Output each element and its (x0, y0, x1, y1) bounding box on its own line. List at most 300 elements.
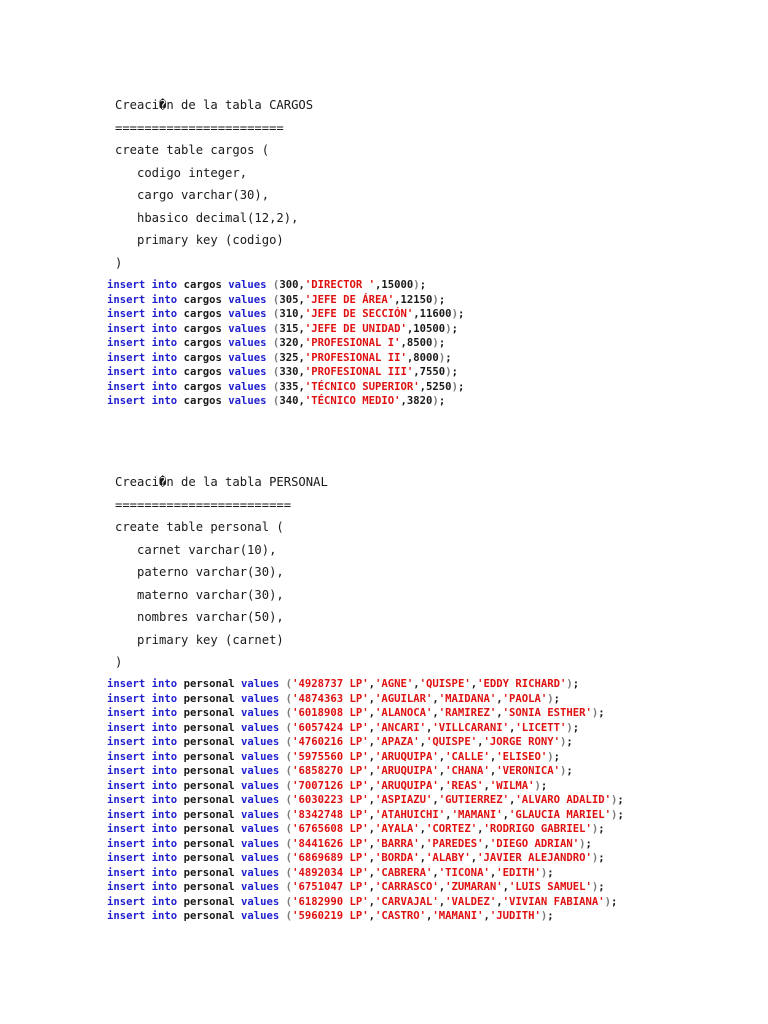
keyword-values: values (241, 808, 280, 821)
nombres-string: 'JUDITH' (489, 910, 541, 922)
keyword-values: values (241, 823, 280, 835)
keyword-into: into (151, 395, 178, 407)
comma: , (483, 837, 490, 850)
comma: , (508, 794, 516, 806)
comma: , (368, 750, 375, 763)
keyword-insert: insert (107, 366, 146, 378)
comma: , (470, 852, 478, 864)
semicolon: ; (611, 895, 618, 908)
open-paren: ( (285, 721, 293, 734)
personal-insert-row (107, 706, 624, 721)
personal-insert-row (107, 721, 624, 736)
open-paren: ( (285, 794, 293, 806)
hbasico-value: 3820 (406, 395, 433, 407)
table-name: personal (183, 895, 235, 908)
semicolon: ; (566, 736, 573, 748)
table-name: personal (183, 910, 235, 922)
table-name: personal (183, 779, 235, 792)
table-name: cargos (183, 395, 222, 407)
comma: , (368, 866, 375, 879)
carnet-string: '6182990 LP' (292, 895, 369, 908)
close-paren: ) (547, 750, 554, 763)
close-paren: ) (432, 337, 439, 349)
open-paren: ( (285, 866, 293, 879)
semicolon: ; (553, 750, 561, 763)
close-paren: ) (534, 779, 541, 792)
nombres-string: 'WILMA' (489, 779, 535, 792)
cargo-string: 'TÉCNICO SUPERIOR' (304, 380, 420, 393)
hbasico-value: 10500 (413, 322, 446, 335)
cargos-column-def: cargo varchar(30), (137, 188, 270, 202)
comma: , (368, 837, 375, 850)
comma: , (496, 707, 503, 719)
comma: , (368, 852, 375, 864)
table-name: cargos (183, 308, 222, 320)
comma: , (477, 823, 484, 835)
keyword-into: into (151, 308, 178, 320)
table-name: personal (183, 852, 235, 864)
personal-insert-row (107, 895, 624, 910)
materno-string: 'QUISPE' (419, 678, 471, 690)
comma: , (419, 837, 427, 850)
comma: , (298, 351, 305, 364)
comma: , (400, 337, 407, 349)
paterno-string: 'BARRA' (375, 837, 420, 850)
paterno-string: 'ARUQUIPA' (375, 750, 439, 763)
personal-primary-key: primary key (carnet) (137, 632, 284, 647)
materno-string: 'VALDEZ' (445, 895, 497, 908)
nombres-string: 'VIVIAN FABIANA' (502, 895, 605, 908)
nombres-string: 'EDITH' (496, 866, 541, 879)
semicolon: ; (572, 678, 580, 690)
keyword-into: into (151, 380, 178, 393)
personal-insert-row (107, 837, 624, 852)
comma: , (298, 322, 305, 335)
personal-insert-row (107, 750, 624, 765)
close-paren: ) (591, 823, 599, 835)
carnet-string: '8441626 LP' (292, 837, 369, 850)
cargos-close-paren: ) (115, 255, 123, 270)
paterno-string: 'ASPIAZU' (375, 794, 433, 806)
close-paren: ) (451, 380, 458, 393)
comma: , (438, 750, 446, 763)
open-paren: ( (272, 395, 280, 407)
table-name: personal (183, 823, 235, 835)
materno-string: 'CHANA' (445, 765, 490, 777)
personal-column-def: nombres varchar(50), (137, 610, 284, 624)
semicolon: ; (451, 366, 458, 378)
open-paren: ( (285, 692, 293, 705)
cargos-primary-key: primary key (codigo) (137, 233, 284, 247)
personal-insert-row (107, 808, 624, 823)
carnet-string: '4928737 LP' (292, 678, 369, 690)
personal-insert-row (107, 677, 624, 692)
personal-insert-row (107, 764, 624, 779)
materno-string: 'MAMANI' (451, 808, 503, 821)
keyword-values: values (241, 779, 280, 792)
cargos-create-line: create table cargos ( (115, 143, 270, 157)
comma: , (298, 337, 305, 349)
keyword-values: values (241, 837, 280, 850)
keyword-values: values (241, 881, 280, 893)
semicolon: ; (572, 721, 580, 734)
table-name: cargos (183, 351, 222, 364)
nombres-string: 'PAOLA' (502, 692, 548, 705)
comma: , (502, 808, 509, 821)
hbasico-value: 5250 (426, 380, 452, 393)
close-paren: ) (579, 837, 586, 850)
codigo-value: 310 (279, 308, 299, 320)
nombres-string: 'SONIA ESTHER' (502, 707, 592, 719)
keyword-values: values (228, 395, 267, 407)
personal-insert-row (107, 822, 624, 837)
cargos-heading: Creaci�n de la tabla CARGOS (115, 98, 314, 112)
keyword-into: into (151, 721, 178, 734)
semicolon: ; (553, 692, 561, 705)
open-paren: ( (285, 910, 293, 922)
comma: , (489, 866, 497, 879)
comma: , (406, 322, 414, 335)
table-name: personal (183, 750, 235, 763)
keyword-values: values (228, 351, 267, 364)
materno-string: 'CORTEZ' (426, 823, 478, 835)
open-paren: ( (285, 823, 293, 835)
paterno-string: 'CASTRO' (375, 910, 427, 922)
keyword-values: values (228, 279, 267, 291)
keyword-into: into (151, 750, 178, 763)
cargos-insert-block (107, 278, 464, 409)
keyword-into: into (151, 910, 178, 922)
carnet-string: '6858270 LP' (292, 765, 369, 777)
comma: , (368, 721, 375, 734)
open-paren: ( (285, 895, 293, 908)
table-name: cargos (183, 366, 222, 378)
table-name: cargos (183, 380, 222, 393)
open-paren: ( (285, 750, 293, 763)
nombres-string: 'JAVIER ALEJANDRO' (477, 852, 592, 864)
paterno-string: 'CARVAJAL' (375, 895, 439, 908)
keyword-values: values (228, 308, 267, 320)
comma: , (298, 279, 305, 291)
comma: , (368, 765, 375, 777)
close-paren: ) (611, 808, 618, 821)
keyword-values: values (241, 765, 280, 777)
carnet-string: '4874363 LP' (292, 692, 369, 705)
materno-string: 'RAMIREZ' (438, 707, 497, 719)
carnet-string: '6751047 LP' (292, 881, 369, 893)
close-paren: ) (591, 881, 599, 893)
keyword-into: into (151, 866, 178, 879)
keyword-into: into (151, 881, 178, 893)
comma: , (508, 721, 516, 734)
keyword-into: into (151, 779, 178, 792)
keyword-into: into (151, 837, 178, 850)
open-paren: ( (272, 279, 280, 291)
keyword-values: values (228, 380, 267, 393)
codigo-value: 320 (279, 337, 299, 349)
semicolon: ; (598, 852, 605, 864)
keyword-values: values (241, 852, 280, 864)
table-name: cargos (183, 279, 222, 291)
keyword-values: values (241, 750, 280, 763)
codigo-value: 340 (279, 395, 299, 407)
nombres-string: 'ALVARO ADALID' (515, 794, 612, 806)
keyword-into: into (151, 808, 178, 821)
close-paren: ) (547, 692, 554, 705)
keyword-insert: insert (107, 279, 146, 291)
table-name: personal (183, 794, 235, 806)
materno-string: 'MAMANI' (432, 910, 484, 922)
materno-string: 'PAREDES' (426, 837, 484, 850)
table-name: personal (183, 707, 235, 719)
carnet-string: '6869689 LP' (292, 852, 369, 864)
close-paren: ) (591, 852, 599, 864)
comma: , (394, 293, 401, 306)
keyword-insert: insert (107, 308, 146, 320)
comma: , (477, 736, 484, 748)
comma: , (445, 808, 452, 821)
keyword-insert: insert (107, 395, 146, 407)
personal-insert-row (107, 880, 624, 895)
cargos-insert-row (107, 351, 464, 366)
paterno-string: 'ARUQUIPA' (375, 779, 439, 792)
personal-insert-row (107, 793, 624, 808)
cargos-insert-row (107, 278, 464, 293)
keyword-into: into (151, 337, 178, 349)
keyword-into: into (151, 279, 178, 291)
nombres-string: 'DIEGO ADRIAN' (489, 837, 580, 850)
personal-column-def: carnet varchar(10), (137, 542, 277, 557)
paterno-string: 'ARUQUIPA' (375, 765, 439, 777)
paterno-string: 'CABRERA' (375, 866, 433, 879)
comma: , (368, 678, 375, 690)
close-paren: ) (566, 721, 573, 734)
open-paren: ( (272, 322, 280, 335)
comma: , (419, 380, 427, 393)
nombres-string: 'VERONICA' (496, 765, 560, 777)
close-paren: ) (560, 765, 567, 777)
semicolon: ; (419, 279, 427, 291)
comma: , (406, 351, 414, 364)
materno-string: 'ALABY' (426, 852, 471, 864)
table-name: cargos (183, 337, 222, 349)
personal-create-block (115, 471, 328, 674)
nombres-string: 'EDDY RICHARD' (477, 678, 567, 690)
hbasico-value: 8000 (413, 351, 439, 364)
comma: , (496, 692, 503, 705)
open-paren: ( (285, 779, 293, 792)
semicolon: ; (438, 395, 446, 407)
keyword-insert: insert (107, 293, 146, 306)
open-paren: ( (285, 707, 293, 719)
cargos-insert-row (107, 365, 464, 380)
comma: , (368, 895, 375, 908)
table-name: personal (183, 808, 235, 821)
semicolon: ; (617, 794, 624, 806)
paterno-string: 'ATAHUICHI' (375, 808, 446, 821)
paterno-string: 'CARRASCO' (375, 881, 439, 893)
close-paren: ) (540, 866, 548, 879)
keyword-values: values (228, 366, 267, 378)
keyword-into: into (151, 322, 178, 335)
comma: , (502, 881, 509, 893)
paterno-string: 'BORDA' (375, 852, 420, 864)
comma: , (438, 779, 446, 792)
keyword-insert: insert (107, 852, 146, 864)
semicolon: ; (438, 337, 446, 349)
personal-heading: Creaci�n de la tabla PERSONAL (115, 475, 328, 489)
comma: , (298, 293, 305, 306)
nombres-string: 'GLAUCIA MARIEL' (508, 808, 612, 821)
open-paren: ( (272, 293, 280, 306)
semicolon: ; (566, 765, 573, 777)
keyword-values: values (241, 678, 280, 690)
comma: , (368, 707, 375, 719)
comma: , (489, 750, 497, 763)
comma: , (432, 692, 439, 705)
keyword-insert: insert (107, 351, 146, 364)
keyword-into: into (151, 293, 178, 306)
cargos-insert-row (107, 380, 464, 395)
materno-string: 'ZUMARAN' (445, 881, 503, 893)
keyword-insert: insert (107, 794, 146, 806)
materno-string: 'GUTIERREZ' (438, 794, 509, 806)
materno-string: 'CALLE' (445, 750, 490, 763)
keyword-into: into (151, 707, 178, 719)
codigo-value: 330 (279, 366, 299, 378)
nombres-string: 'LICETT' (515, 721, 567, 734)
personal-insert-row (107, 851, 624, 866)
keyword-values: values (228, 337, 267, 349)
comma: , (413, 366, 420, 378)
comma: , (298, 308, 305, 320)
keyword-insert: insert (107, 337, 146, 349)
keyword-insert: insert (107, 736, 146, 748)
close-paren: ) (445, 322, 452, 335)
open-paren: ( (272, 351, 280, 364)
cargo-string: 'JEFE DE SECCIÓN' (304, 308, 414, 320)
keyword-values: values (241, 707, 280, 719)
carnet-string: '4892034 LP' (292, 866, 369, 879)
cargos-create-block (115, 94, 313, 274)
keyword-into: into (151, 823, 178, 835)
keyword-values: values (228, 322, 267, 335)
personal-insert-row (107, 909, 624, 924)
semicolon: ; (547, 910, 554, 922)
materno-string: 'TICONA' (438, 866, 490, 879)
comma: , (496, 895, 503, 908)
open-paren: ( (272, 337, 280, 349)
keyword-insert: insert (107, 322, 146, 335)
personal-underline: ======================== (115, 497, 292, 512)
hbasico-value: 12150 (400, 293, 433, 306)
materno-string: 'MAIDANA' (438, 692, 497, 705)
keyword-insert: insert (107, 895, 146, 908)
keyword-into: into (151, 736, 178, 748)
carnet-string: '6057424 LP' (292, 721, 369, 734)
open-paren: ( (285, 852, 293, 864)
comma: , (489, 765, 497, 777)
keyword-insert: insert (107, 380, 146, 393)
semicolon: ; (540, 779, 548, 792)
keyword-into: into (151, 765, 178, 777)
cargos-insert-row (107, 336, 464, 351)
keyword-values: values (241, 794, 280, 806)
comma: , (298, 380, 305, 393)
keyword-values: values (241, 895, 280, 908)
carnet-string: '4760216 LP' (292, 736, 369, 748)
cargos-insert-row (107, 293, 464, 308)
comma: , (413, 678, 420, 690)
open-paren: ( (285, 837, 293, 850)
keyword-insert: insert (107, 721, 146, 734)
paterno-string: 'APAZA' (375, 736, 420, 748)
materno-string: 'QUISPE' (426, 736, 478, 748)
paterno-string: 'AGUILAR' (375, 692, 433, 705)
open-paren: ( (285, 736, 293, 748)
comma: , (368, 736, 375, 748)
close-paren: ) (451, 308, 458, 320)
carnet-string: '5975560 LP' (292, 750, 369, 763)
table-name: personal (183, 678, 235, 690)
keyword-values: values (241, 866, 280, 879)
carnet-string: '5960219 LP' (292, 910, 369, 922)
comma: , (368, 910, 375, 922)
open-paren: ( (272, 380, 280, 393)
cargos-underline: ======================= (115, 120, 284, 135)
comma: , (419, 823, 427, 835)
close-paren: ) (438, 351, 446, 364)
close-paren: ) (560, 736, 567, 748)
close-paren: ) (540, 910, 548, 922)
keyword-values: values (241, 736, 280, 748)
comma: , (368, 692, 375, 705)
comma: , (432, 866, 439, 879)
comma: , (438, 881, 446, 893)
comma: , (426, 721, 433, 734)
codigo-value: 325 (279, 351, 299, 364)
table-name: personal (183, 866, 235, 879)
hbasico-value: 8500 (406, 337, 433, 349)
keyword-into: into (151, 366, 178, 378)
keyword-into: into (151, 678, 178, 690)
personal-column-def: paterno varchar(30), (137, 565, 284, 579)
carnet-string: '6018908 LP' (292, 707, 369, 719)
comma: , (438, 765, 446, 777)
keyword-insert: insert (107, 910, 146, 922)
keyword-insert: insert (107, 692, 146, 705)
semicolon: ; (547, 866, 554, 879)
semicolon: ; (457, 380, 465, 393)
comma: , (413, 308, 420, 320)
comma: , (375, 279, 382, 291)
keyword-into: into (151, 895, 178, 908)
comma: , (400, 395, 407, 407)
table-name: personal (183, 881, 235, 893)
comma: , (368, 808, 375, 821)
nombres-string: 'RODRIGO GABRIEL' (483, 823, 592, 835)
cargos-column-def: codigo integer, (137, 165, 248, 180)
table-name: cargos (183, 293, 222, 306)
comma: , (432, 707, 439, 719)
cargo-string: 'JEFE DE UNIDAD' (304, 322, 407, 335)
carnet-string: '6030223 LP' (292, 794, 369, 806)
nombres-string: 'JORGE RONY' (483, 736, 561, 748)
comma: , (432, 794, 439, 806)
personal-insert-row (107, 692, 624, 707)
close-paren: ) (445, 366, 452, 378)
carnet-string: '6765608 LP' (292, 823, 369, 835)
